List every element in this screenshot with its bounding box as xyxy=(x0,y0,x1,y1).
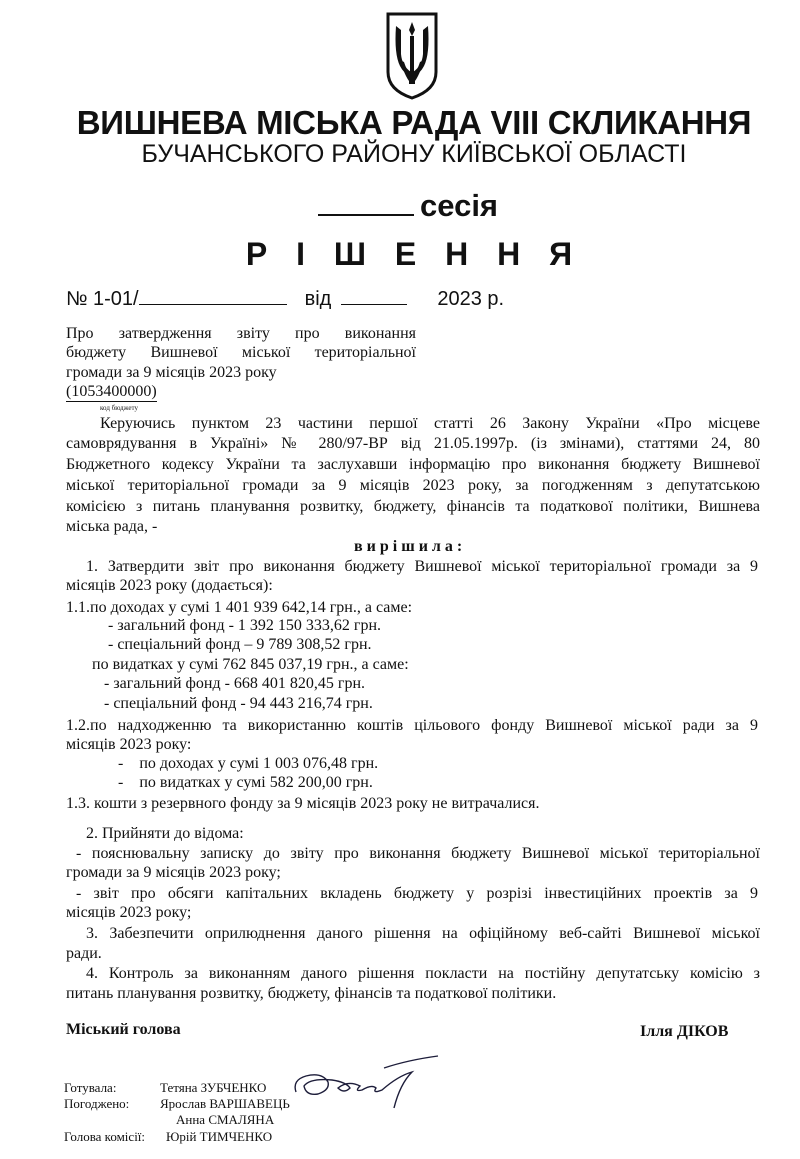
decision-title: Р І Ш Е Н Н Я xyxy=(245,236,583,272)
prepared-label: Готувала: xyxy=(64,1080,117,1095)
agreed-label: Погоджено: xyxy=(64,1096,130,1111)
preamble-line: самоврядування в Україні» № 280/97-ВР від 21.05.1997р. (із змінами), статтями 24, 80 xyxy=(66,435,760,452)
prepared-name: Тетяна ЗУБЧЕНКО xyxy=(160,1080,267,1095)
item-1-1-income-special: - спеціальний фонд – 9 789 308,52 грн. xyxy=(108,636,372,653)
decision-number-prefix: № 1-01/ xyxy=(66,288,139,310)
resolved-heading: в и р і ш и л а : xyxy=(354,538,463,555)
council-subtitle: БУЧАНСЬКОГО РАЙОНУ КИЇВСЬКОЇ ОБЛАСТІ xyxy=(141,140,687,168)
item-2-a-line: - пояснювальну записку до звіту про виконання бюджету Вишневої міської територіальної xyxy=(76,845,760,862)
handwritten-signature xyxy=(288,1050,448,1110)
preamble-line: Керуючись пунктом 23 частини першої статті 26 Закону України «Про місцеве xyxy=(100,415,760,432)
item-1-line: місяців 2023 року (додається): xyxy=(66,577,273,594)
item-1-1-expenses-general: - загальний фонд - 668 401 820,45 грн. xyxy=(104,675,366,692)
subject-line: бюджету Вишневої міської територіальної xyxy=(66,344,416,362)
committee-name: Юрій ТИМЧЕНКО xyxy=(166,1129,273,1144)
item-4-line: питань планування розвитку, бюджету, фінансів та податкової політики. xyxy=(66,985,557,1002)
trident-coat-of-arms-icon xyxy=(384,10,440,100)
item-1-2-expenses: - по видатках у сумі 582 200,00 грн. xyxy=(118,774,373,791)
session-line xyxy=(318,188,498,224)
preamble-line: Бюджетного кодексу України та заслухавши інформацію про виконання бюджету Вишневої xyxy=(66,456,760,473)
budget-code-label: код бюджету xyxy=(100,404,138,412)
council-title: ВИШНЕВА МІСЬКА РАДА VIII СКЛИКАННЯ xyxy=(76,104,752,141)
session-number-blank xyxy=(318,190,414,216)
item-1-2-income: - по доходах у сумі 1 003 076,48 грн. xyxy=(118,755,379,772)
committee-label: Голова комісії: xyxy=(64,1129,146,1144)
item-2-heading: 2. Прийняти до відома: xyxy=(86,825,244,842)
preamble-line: міської територіальної громади за 9 місяців 2023 року, за погодженням з депутатською xyxy=(66,477,760,494)
agreed-name: Ярослав ВАРШАВЕЦЬ xyxy=(160,1096,290,1111)
item-2-b-line: - звіт про обсяги капітальних вкладень бюджету у розрізі інвестиційних проектів за 9 xyxy=(76,885,758,902)
agreed-name: Анна СМАЛЯНА xyxy=(176,1112,275,1127)
decision-number-blank xyxy=(139,286,287,305)
subject-line: громади за 9 місяців 2023 року xyxy=(66,363,277,381)
item-3-line: 3. Забезпечити оприлюднення даного рішення на офіційному веб-сайті Вишневої міської xyxy=(86,925,760,942)
item-1-1-expenses: по видатках у сумі 762 845 037,19 грн., а саме: xyxy=(92,656,409,673)
item-1-line: 1. Затвердити звіт про виконання бюджету Вишневої міської територіальної громади за 9 xyxy=(86,558,758,575)
item-1-2-line: місяців 2023 року: xyxy=(66,736,192,753)
signatory-position: Міський голова xyxy=(66,1021,181,1038)
item-1-1-income-general: - загальний фонд - 1 392 150 333,62 грн. xyxy=(108,617,382,634)
item-1-3: 1.3. кошти з резервного фонду за 9 місяців 2023 року не витрачалися. xyxy=(66,795,540,812)
session-word: сесія xyxy=(420,188,499,223)
item-2-b-line: місяців 2023 року; xyxy=(66,904,192,921)
preamble-line: комісією з питань планування розвитку, бюджету, фінансів та податкової політики, Вишнева xyxy=(66,498,760,515)
item-1-2-line: 1.2.по надходженню та використанню коштів цільового фонду Вишневої міської ради за 9 xyxy=(66,717,758,734)
budget-code: (1053400000) xyxy=(66,382,157,402)
signatory-name: Ілля ДІКОВ xyxy=(640,1023,729,1040)
item-4-line: 4. Контроль за виконанням даного рішення покласти на постійну депутатську комісію з xyxy=(86,965,760,982)
preamble-line: міська рада, - xyxy=(66,518,158,535)
decision-number-line xyxy=(66,286,504,311)
date-blank xyxy=(341,286,407,305)
item-3-line: ради. xyxy=(66,945,102,962)
decision-subject xyxy=(66,324,416,402)
item-1-1-expenses-special: - спеціальний фонд - 94 443 216,74 грн. xyxy=(104,695,373,712)
subject-line: Про затвердження звіту про виконання xyxy=(66,325,416,342)
decision-year: 2023 р. xyxy=(437,288,505,310)
item-2-a-line: громади за 9 місяців 2023 року; xyxy=(66,864,281,881)
item-1-1-income: 1.1.по доходах у сумі 1 401 939 642,14 грн., а саме: xyxy=(66,599,413,616)
date-prefix: від xyxy=(304,288,332,310)
